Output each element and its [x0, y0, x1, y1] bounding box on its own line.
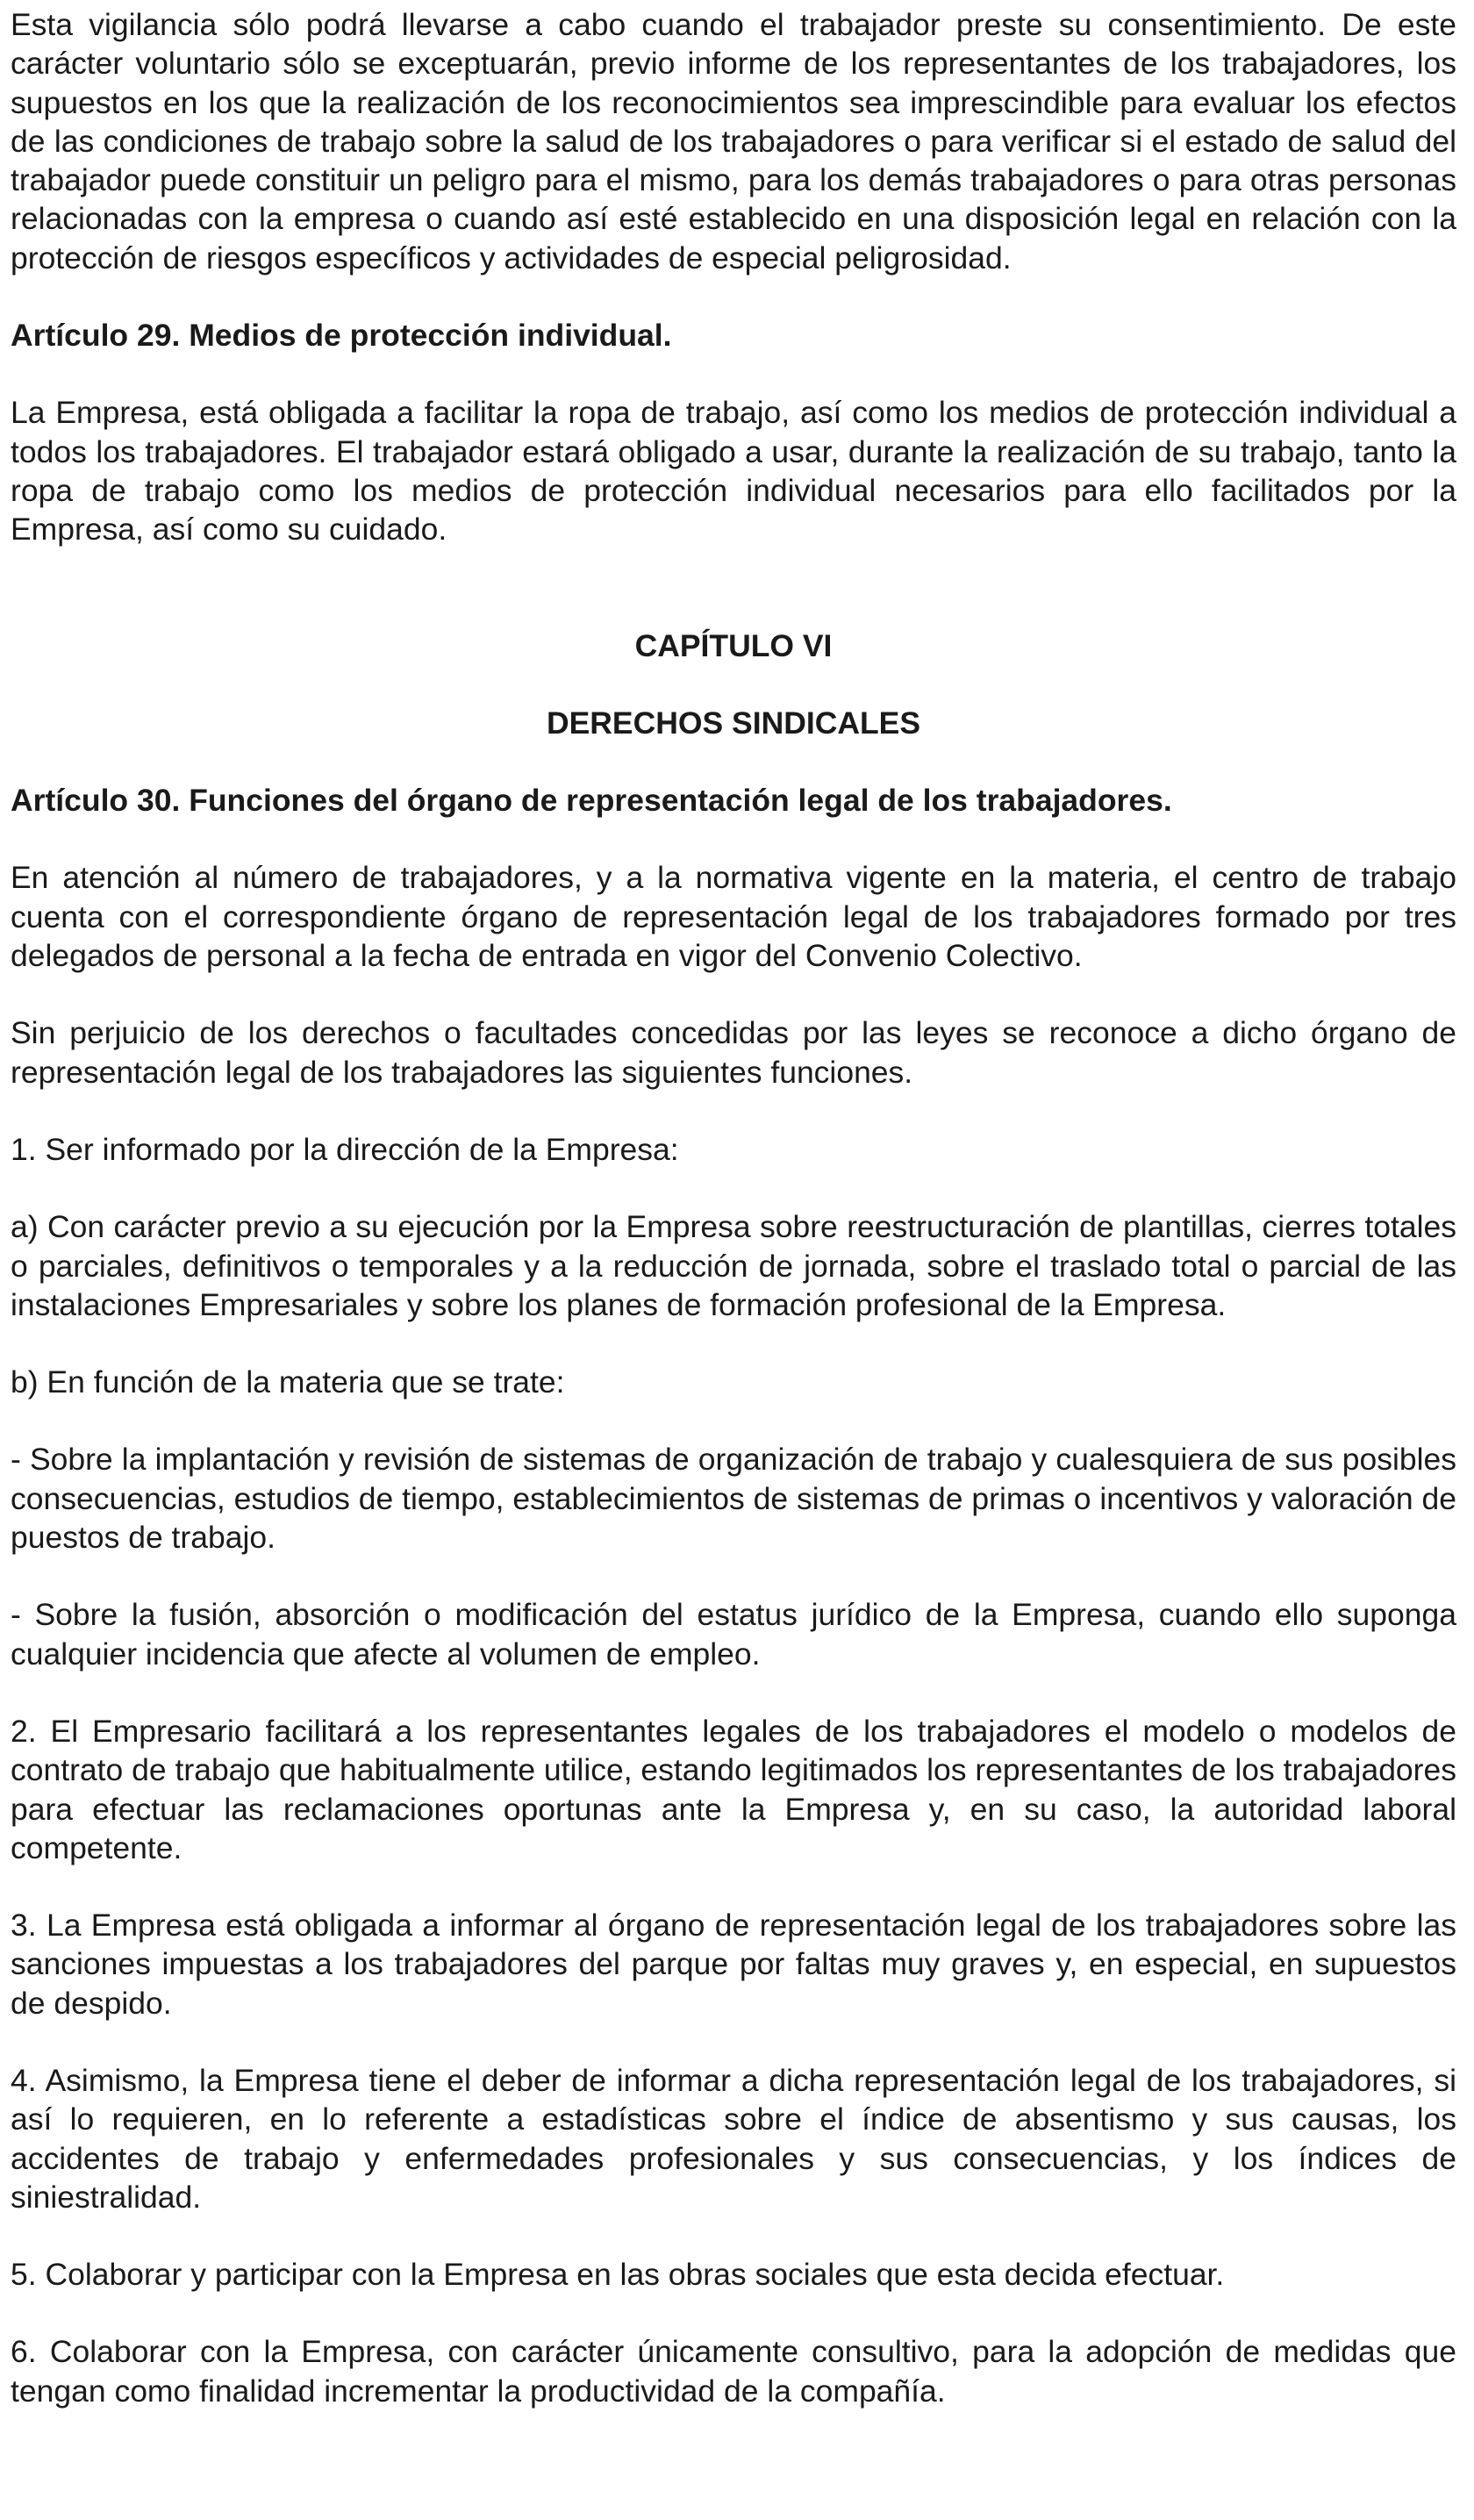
list-item-1b-dash-1: - Sobre la implantación y revisión de sistemas de organización de trabajo y cualesquiera de sus posibles consecuencias, estudios de tiempo, establecimientos de sistemas de primas o incentivos y valoración de puestos de trabajo.	[11, 1442, 1456, 1556]
list-item-5: 5. Colaborar y participar con la Empresa en las obras sociales que esta decida efectuar.	[11, 2257, 1225, 2293]
list-item-4: 4. Asimismo, la Empresa tiene el deber de informar a dicha representación legal de los trabajadores, si así lo requieren, en lo referente a estadísticas sobre el índice de absentismo y sus causas, los accidentes de trabajo y enfermedades profesionales y sus consecuencias, y los índices de siniestralidad.	[11, 2062, 1456, 2215]
article-30-intro: En atención al número de trabajadores, y a la normativa vigente en la materia, el centro de trabajo cuenta con el correspondiente órgano de representación legal de los trabajadores formado por tres delegados de personal a la fecha de entrada en vigor del Convenio Colectivo.	[11, 860, 1456, 974]
document-page	[11, 5, 1456, 2410]
list-item-2: 2. El Empresario facilitará a los representantes legales de los trabajadores el modelo o modelos de contrato de trabajo que habitualmente utilice, estando legitimados los representantes de los trabajadores para efectuar las reclamaciones oportunas ante la Empresa y, en su caso, la autoridad laboral competente.	[11, 1713, 1456, 1865]
chapter-number: CAPÍTULO VI	[634, 627, 833, 663]
list-item-1a: a) Con carácter previo a su ejecución por la Empresa sobre reestructuración de plantillas, cierres totales o parciales, definitivos o temporales y a la reducción de jornada, sobre el traslado total o parcial de las instalaciones Empresariales y sobre los planes de formación profesional de la Empresa.	[11, 1209, 1456, 1322]
chapter-title: DERECHOS SINDICALES	[546, 705, 921, 741]
article-30-heading: Artículo 30. Funciones del órgano de representación legal de los trabajadores.	[11, 783, 1172, 819]
list-item-1b-dash-2: - Sobre la fusión, absorción o modificación del estatus jurídico de la Empresa, cuando ello suponga cualquier incidencia que afecte al volumen de empleo.	[11, 1597, 1456, 1672]
article-29-heading: Artículo 29. Medios de protección individual.	[11, 318, 672, 354]
list-item-1: 1. Ser informado por la dirección de la Empresa:	[11, 1131, 679, 1167]
paragraph-vigilancia: Esta vigilancia sólo podrá llevarse a cabo cuando el trabajador preste su consentimiento. De este carácter voluntario sólo se exceptuarán, previo informe de los representantes de los trabajadores, los supuestos en los que la realización de los reconocimientos sea imprescindible para evaluar los efectos de las condiciones de trabajo sobre la salud de los trabajadores o para verificar si el estado de salud del trabajador puede constituir un peligro para el mismo, para los demás trabajadores o para otras personas relacionadas con la empresa o cuando así esté establecido en una disposición legal en relación con la protección de riesgos específicos y actividades de especial peligrosidad.	[11, 7, 1456, 276]
list-item-3: 3. La Empresa está obligada a informar al órgano de representación legal de los trabajadores sobre las sanciones impuestas a los trabajadores del parque por faltas muy graves y, en especial, en supuestos de despido.	[11, 1908, 1456, 2021]
article-29-body: La Empresa, está obligada a facilitar la ropa de trabajo, así como los medios de protección individual a todos los trabajadores. El trabajador estará obligado a usar, durante la realización de su trabajo, tanto la ropa de trabajo como los medios de protección individual necesarios para ello facilitados por la Empresa, así como su cuidado.	[11, 395, 1456, 548]
list-item-6: 6. Colaborar con la Empresa, con carácter únicamente consultivo, para la adopción de medidas que tengan como finalidad incrementar la productividad de la compañía.	[11, 2334, 1456, 2409]
list-item-1b: b) En función de la materia que se trate:	[11, 1364, 565, 1400]
article-30-funciones: Sin perjuicio de los derechos o facultades concedidas por las leyes se reconoce a dicho órgano de representación legal de los trabajadores las siguientes funciones.	[11, 1015, 1456, 1090]
